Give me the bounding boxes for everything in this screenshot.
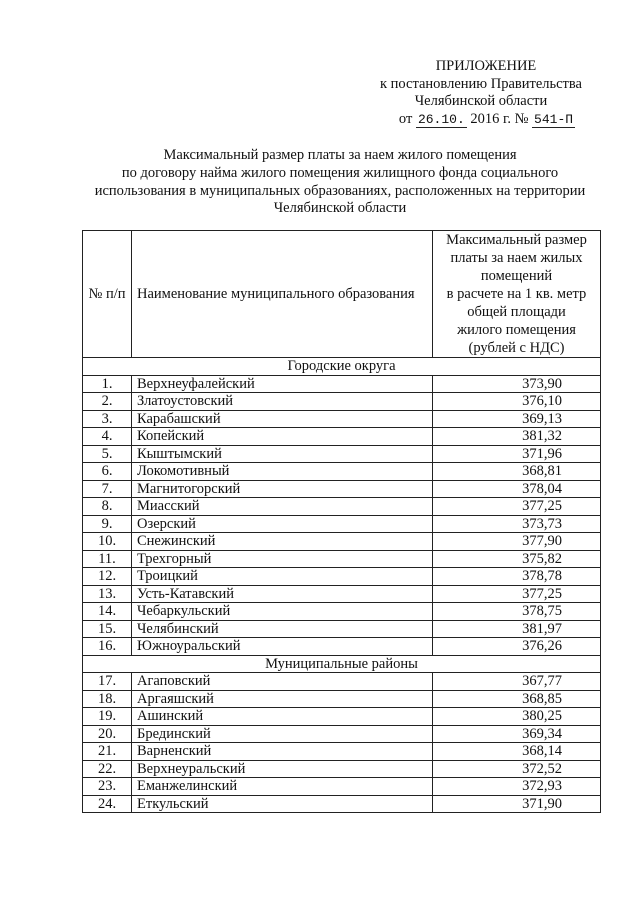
table-row <box>83 428 601 446</box>
municipality-name: Челябинский <box>132 620 433 638</box>
row-number: 1. <box>83 375 132 393</box>
handwritten-number: 541-П <box>534 111 574 127</box>
row-number: 10. <box>83 533 132 551</box>
table-row <box>83 393 601 411</box>
rent-value: 368,85 <box>433 690 601 708</box>
rent-value: 381,97 <box>433 620 601 638</box>
table-row <box>83 585 601 603</box>
municipality-name: Верхнеуральский <box>132 760 433 778</box>
municipality-name: Озерский <box>132 515 433 533</box>
row-number: 11. <box>83 550 132 568</box>
rent-value: 377,25 <box>433 498 601 516</box>
table-row <box>83 708 601 726</box>
table-row <box>83 480 601 498</box>
table-row <box>83 515 601 533</box>
rent-value: 372,93 <box>433 778 601 796</box>
municipality-name: Усть-Катавский <box>132 585 433 603</box>
header-max-rent-line: платы за наем жилых <box>450 250 583 266</box>
row-number: 19. <box>83 708 132 726</box>
appendix-line-region: Челябинской области <box>414 93 548 109</box>
header-max-rent-line: общей площади <box>467 304 566 320</box>
table-row <box>83 690 601 708</box>
document-title <box>60 147 620 218</box>
title-line: по договору найма жилого помещения жилищного фонда социального <box>121 164 559 181</box>
rent-table <box>82 230 601 813</box>
municipality-name: Магнитогорский <box>132 480 433 498</box>
header-max-rent-line: (рублей с НДС) <box>468 340 565 356</box>
municipality-name: Ашинский <box>132 708 433 726</box>
table-row <box>83 795 601 813</box>
rent-value: 378,04 <box>433 480 601 498</box>
municipality-name: Еманжелинский <box>132 778 433 796</box>
header-max-rent <box>433 231 601 358</box>
municipality-name: Еткульский <box>132 795 433 813</box>
rent-value: 376,10 <box>433 393 601 411</box>
table-row <box>83 533 601 551</box>
section-title: Городские округа <box>83 358 601 376</box>
row-number: 13. <box>83 585 132 603</box>
municipality-name: Миасский <box>132 498 433 516</box>
table-row <box>83 603 601 621</box>
municipality-name: Кыштымский <box>132 445 433 463</box>
section-row <box>83 358 601 376</box>
section-title: Муниципальные районы <box>83 655 601 673</box>
header-max-rent-line: в расчете на 1 кв. метр <box>446 286 587 302</box>
table-row <box>83 498 601 516</box>
row-number: 4. <box>83 428 132 446</box>
table-row <box>83 550 601 568</box>
row-number: 5. <box>83 445 132 463</box>
row-number: 24. <box>83 795 132 813</box>
rent-value: 381,32 <box>433 428 601 446</box>
table-row <box>83 568 601 586</box>
year-text: 2016 г. № <box>470 110 529 127</box>
appendix-date-line <box>358 111 616 129</box>
title-line: Челябинской области <box>273 200 407 217</box>
municipality-name: Карабашский <box>132 410 433 428</box>
header-max-rent-line: Максимальный размер <box>446 232 587 248</box>
row-number: 20. <box>83 725 132 743</box>
rent-value: 377,90 <box>433 533 601 551</box>
row-number: 9. <box>83 515 132 533</box>
rent-value: 367,77 <box>433 673 601 691</box>
municipality-name: Трехгорный <box>132 550 433 568</box>
row-number: 14. <box>83 603 132 621</box>
municipality-name: Верхнеуфалейский <box>132 375 433 393</box>
row-number: 12. <box>83 568 132 586</box>
date-prefix: от <box>398 110 413 127</box>
municipality-name: Снежинский <box>132 533 433 551</box>
municipality-name: Южноуральский <box>132 638 433 656</box>
row-number: 22. <box>83 760 132 778</box>
table-row <box>83 725 601 743</box>
table-row <box>83 463 601 481</box>
rent-value: 378,78 <box>433 568 601 586</box>
header-max-rent-line: помещений <box>480 268 553 284</box>
table-row <box>83 620 601 638</box>
municipality-name: Варненский <box>132 743 433 761</box>
rent-value: 376,26 <box>433 638 601 656</box>
municipality-name: Брединский <box>132 725 433 743</box>
appendix-line-resolution: к постановлению Правительства <box>380 75 582 92</box>
municipality-name: Аргаяшский <box>132 690 433 708</box>
rent-value: 368,14 <box>433 743 601 761</box>
header-max-rent-line: жилого помещения <box>457 322 576 338</box>
header-municipality: Наименование муниципального образования <box>132 231 433 358</box>
section-row <box>83 655 601 673</box>
rent-value: 375,82 <box>433 550 601 568</box>
title-line: Максимальный размер платы за наем жилого помещения <box>163 147 517 163</box>
rent-value: 373,90 <box>433 375 601 393</box>
row-number: 7. <box>83 480 132 498</box>
table-row <box>83 638 601 656</box>
table-row <box>83 673 601 691</box>
header-number: № п/п <box>83 231 132 358</box>
row-number: 16. <box>83 638 132 656</box>
handwritten-date: 26.10. <box>417 111 465 127</box>
row-number: 6. <box>83 463 132 481</box>
row-number: 2. <box>83 393 132 411</box>
rent-value: 371,96 <box>433 445 601 463</box>
rent-value: 373,73 <box>433 515 601 533</box>
table-header-row <box>83 231 601 358</box>
appendix-header <box>346 58 616 128</box>
row-number: 18. <box>83 690 132 708</box>
municipality-name: Троицкий <box>132 568 433 586</box>
rent-value: 372,52 <box>433 760 601 778</box>
rent-value: 368,81 <box>433 463 601 481</box>
rent-value: 369,34 <box>433 725 601 743</box>
table-row <box>83 410 601 428</box>
rent-value: 369,13 <box>433 410 601 428</box>
table-row <box>83 778 601 796</box>
table-row <box>83 743 601 761</box>
municipality-name: Златоустовский <box>132 393 433 411</box>
row-number: 21. <box>83 743 132 761</box>
municipality-name: Чебаркульский <box>132 603 433 621</box>
municipality-name: Локомотивный <box>132 463 433 481</box>
municipality-name: Копейский <box>132 428 433 446</box>
title-line: использования в муниципальных образованиях, расположенных на территории <box>94 182 586 199</box>
row-number: 15. <box>83 620 132 638</box>
rent-value: 371,90 <box>433 795 601 813</box>
row-number: 23. <box>83 778 132 796</box>
rent-value: 380,25 <box>433 708 601 726</box>
rent-value: 377,25 <box>433 585 601 603</box>
table-row <box>83 760 601 778</box>
municipality-name: Агаповский <box>132 673 433 691</box>
row-number: 17. <box>83 673 132 691</box>
table-row <box>83 445 601 463</box>
row-number: 3. <box>83 410 132 428</box>
row-number: 8. <box>83 498 132 516</box>
rent-value: 378,75 <box>433 603 601 621</box>
table-row <box>83 375 601 393</box>
appendix-label: ПРИЛОЖЕНИЕ <box>435 58 537 74</box>
